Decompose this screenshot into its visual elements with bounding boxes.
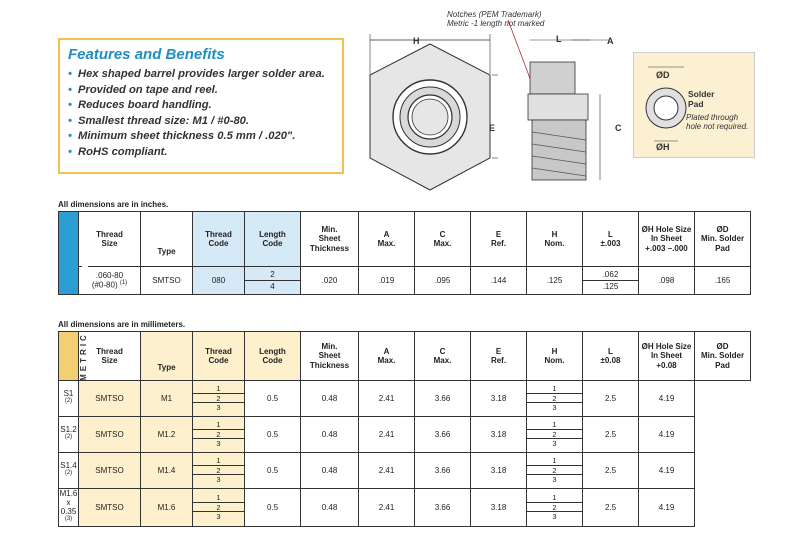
cell-h: 3.18: [471, 453, 527, 489]
length-code-value: 3: [216, 475, 221, 485]
cell-type: SMTSO: [141, 267, 193, 295]
cell-thread-code: M1.4: [141, 453, 193, 489]
cell-l: [527, 417, 583, 453]
cell-od: 4.19: [639, 453, 695, 489]
cell-l: .062 .125: [583, 267, 639, 295]
thread-size-text: S1.2: [60, 425, 77, 435]
l-value: 1: [527, 456, 582, 466]
col-thread-size: Thread Size: [79, 332, 141, 381]
cell-oh: 2.5: [583, 453, 639, 489]
length-code-value: 2: [193, 466, 244, 476]
footnote: (2): [64, 470, 73, 477]
cell-min-sheet: 0.5: [245, 453, 301, 489]
l-value: 2: [527, 466, 582, 476]
l-value: 2: [527, 430, 582, 440]
cell-thread-code: M1: [141, 381, 193, 417]
cell-oh: 2.5: [583, 417, 639, 453]
cell-thread-size: [59, 381, 79, 417]
cell-length-code: 2 4: [245, 267, 301, 295]
solder-pad-label: [688, 89, 714, 109]
col-length-code: Length Code: [245, 212, 301, 267]
feature-item: • Hex shaped barrel provides larger solder area.: [68, 67, 334, 83]
l-value: 3: [552, 403, 557, 413]
notch-note-line: Notches (PEM Trademark): [447, 10, 542, 19]
col-a: A Max.: [359, 212, 415, 267]
col-h: H Nom.: [527, 332, 583, 381]
cell-oh: 2.5: [583, 381, 639, 417]
length-code-value: 1: [193, 420, 244, 430]
plated-note-line: hole not required.: [686, 122, 749, 131]
feature-item: • Smallest thread size: M1 / #0-80.: [68, 114, 334, 130]
thread-size-text: M1.6 x 0.35: [59, 489, 78, 516]
metric-side-text: METRIC: [78, 331, 88, 381]
cell-od: 4.19: [639, 381, 695, 417]
cell-a: 0.48: [301, 489, 359, 527]
cell-h: 3.18: [471, 489, 527, 527]
cell-c: 2.41: [359, 453, 415, 489]
cell-oh: 2.5: [583, 489, 639, 527]
dim-a-label: A: [607, 36, 614, 46]
cell-type: SMTSO: [79, 417, 141, 453]
dim-e-label: E: [489, 123, 496, 133]
thread-size-text: S1: [63, 389, 74, 399]
footnote: (3): [64, 516, 73, 522]
cell-l: [527, 381, 583, 417]
cell-od: 4.19: [639, 417, 695, 453]
features-list: [68, 67, 334, 161]
cell-a: .019: [359, 267, 415, 295]
length-code-value: 3: [216, 512, 221, 522]
feature-item: • Minimum sheet thickness 0.5 mm / .020".: [68, 129, 334, 145]
table-row: [59, 453, 751, 489]
solder-pad-label-line: Solder: [688, 89, 715, 99]
col-thread-code: Thread Code: [193, 212, 245, 267]
cell-thread-code: M1.2: [141, 417, 193, 453]
cell-thread-code: 080: [193, 267, 245, 295]
col-c: C Max.: [415, 212, 471, 267]
hex-top-view-drawing: [360, 30, 500, 195]
col-e: E Ref.: [471, 212, 527, 267]
cell-od: 4.19: [639, 489, 695, 527]
col-l: L ±0.08: [583, 332, 639, 381]
cell-e: 3.66: [415, 453, 471, 489]
cell-od: .165: [695, 267, 751, 295]
l-value: 2: [527, 503, 582, 513]
l-value: 3: [552, 439, 557, 449]
cell-type: SMTSO: [79, 453, 141, 489]
col-h: H Nom.: [527, 212, 583, 267]
od-label: ØD: [656, 70, 670, 80]
length-code-value: 2: [193, 394, 244, 404]
cell-min-sheet: 0.5: [245, 381, 301, 417]
length-code-value: 1: [193, 493, 244, 503]
thread-size-text: S1.4: [60, 461, 77, 471]
cell-e: .144: [471, 267, 527, 295]
cell-type: SMTSO: [79, 381, 141, 417]
metric-table: [58, 331, 751, 527]
cell-thread-size: [59, 417, 79, 453]
col-oh: ØH Hole Size In Sheet +.003 –.000: [639, 212, 695, 267]
cell-thread-code: M1.6: [141, 489, 193, 527]
l-value: 1: [527, 384, 582, 394]
solder-pad-label-line: Pad: [688, 99, 704, 109]
length-code-value: 3: [216, 439, 221, 449]
cell-c: .095: [415, 267, 471, 295]
cell-h: 3.18: [471, 417, 527, 453]
oh-label: ØH: [656, 142, 670, 152]
table-row: [59, 417, 751, 453]
cell-l: [527, 489, 583, 527]
cell-a: 0.48: [301, 381, 359, 417]
features-title: Features and Benefits: [68, 46, 225, 63]
cell-thread-size: [59, 453, 79, 489]
cell-oh: .098: [639, 267, 695, 295]
table-row: [59, 489, 751, 527]
solder-pad-diagram: [633, 52, 755, 158]
col-od: ØD Min. Solder Pad: [695, 332, 751, 381]
cell-min-sheet: .020: [301, 267, 359, 295]
cell-min-sheet: 0.5: [245, 417, 301, 453]
table-row: [59, 381, 751, 417]
cell-thread-size: [59, 489, 79, 527]
cell-length-code: [193, 453, 245, 489]
length-code-value: 1: [193, 456, 244, 466]
cell-c: 2.41: [359, 417, 415, 453]
cell-h: .125: [527, 267, 583, 295]
unified-side-text: UNIFIED: [81, 226, 90, 280]
col-oh: ØH Hole Size In Sheet +0.08: [639, 332, 695, 381]
unified-table: [58, 211, 751, 295]
cell-c: 2.41: [359, 381, 415, 417]
features-box: [58, 38, 344, 174]
cell-e: 3.66: [415, 489, 471, 527]
dim-h-label: H: [413, 36, 420, 46]
dim-l-label: L: [556, 34, 562, 44]
col-type: Type: [141, 212, 193, 267]
dim-c-label: C: [615, 123, 622, 133]
cell-h: 3.18: [471, 381, 527, 417]
cell-length-code: [193, 381, 245, 417]
cell-c: 2.41: [359, 489, 415, 527]
plated-note: [686, 113, 748, 131]
notch-note-line: Metric -1 length not marked: [447, 19, 545, 28]
cell-l: [527, 453, 583, 489]
footnote: (2): [64, 398, 73, 405]
col-min-sheet: Min. Sheet Thickness: [301, 332, 359, 381]
col-thread-size: Thread Size: [79, 212, 141, 267]
unified-side-label: [59, 212, 90, 295]
col-thread-code: Thread Code: [193, 332, 245, 381]
l-value: 2: [527, 394, 582, 404]
col-length-code: Length Code: [245, 332, 301, 381]
length-code-value: 2: [193, 503, 244, 513]
col-c: C Max.: [415, 332, 471, 381]
col-l: L ±.003: [583, 212, 639, 267]
metric-side-label: [59, 331, 88, 381]
cell-min-sheet: 0.5: [245, 489, 301, 527]
table-row: [59, 267, 751, 295]
feature-item: • Reduces board handling.: [68, 98, 334, 114]
col-e: E Ref.: [471, 332, 527, 381]
unified-caption: All dimensions are in inches.: [58, 200, 169, 209]
metric-caption: All dimensions are in millimeters.: [58, 320, 186, 329]
cell-e: 3.66: [415, 381, 471, 417]
col-min-sheet: Min. Sheet Thickness: [301, 212, 359, 267]
col-a: A Max.: [359, 332, 415, 381]
l-value: 1: [527, 493, 582, 503]
cell-thread-size: .060-80 (#0-80) $^{(1)}$: [79, 267, 141, 295]
feature-item: • Provided on tape and reel.: [68, 83, 334, 99]
cell-length-code: [193, 489, 245, 527]
length-code-value: 1: [193, 384, 244, 394]
l-value: 3: [552, 475, 557, 485]
col-type: Type: [141, 332, 193, 381]
l-value: 3: [552, 512, 557, 522]
cell-a: 0.48: [301, 453, 359, 489]
length-code-value: 3: [216, 403, 221, 413]
col-od: ØD Min. Solder Pad: [695, 212, 751, 267]
plated-note-line: Plated through: [686, 113, 739, 122]
footnote: (2): [64, 434, 73, 441]
l-value: 1: [527, 420, 582, 430]
feature-item: • RoHS compliant.: [68, 145, 334, 161]
cell-length-code: [193, 417, 245, 453]
cell-a: 0.48: [301, 417, 359, 453]
length-code-value: 2: [193, 430, 244, 440]
notch-note: [447, 10, 544, 28]
cell-e: 3.66: [415, 417, 471, 453]
cell-type: SMTSO: [79, 489, 141, 527]
